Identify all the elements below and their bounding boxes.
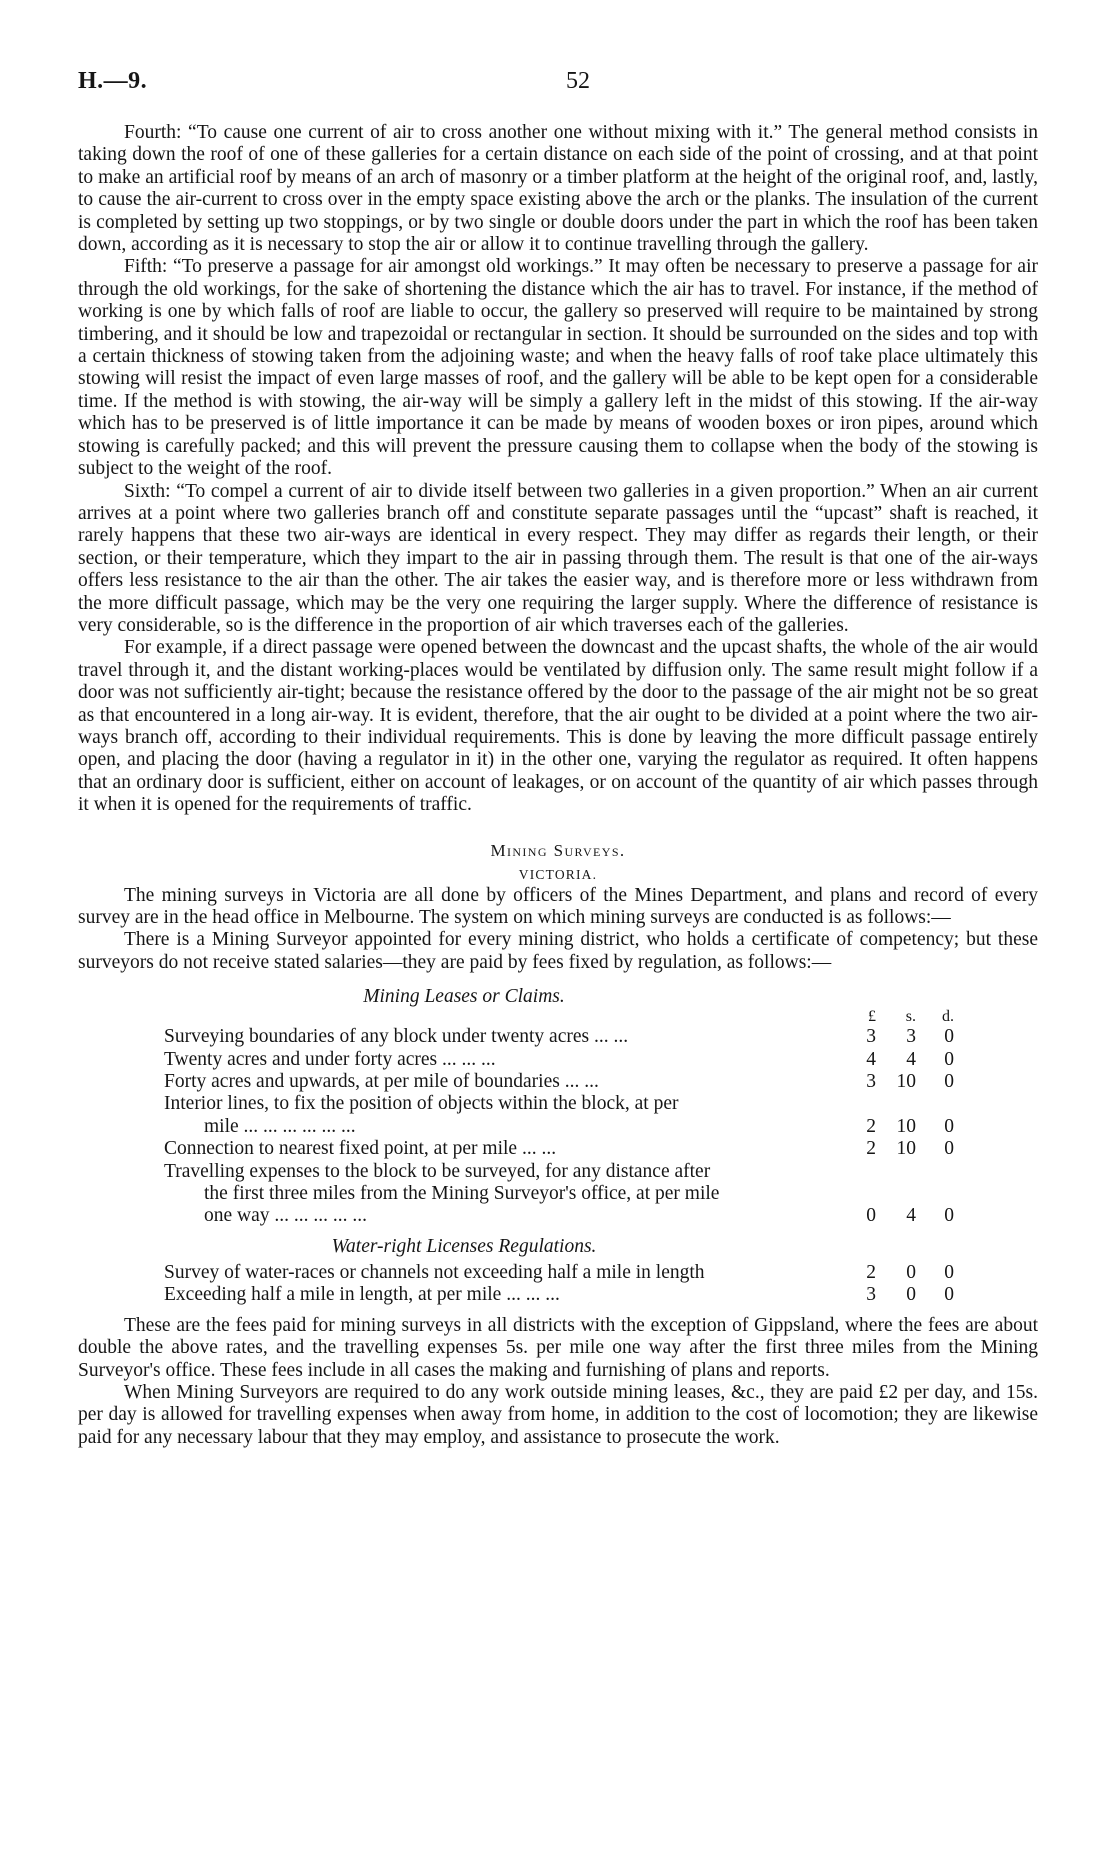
pence-value bbox=[916, 1183, 954, 1205]
page-body bbox=[78, 122, 1038, 1449]
shillings-value: 4 bbox=[906, 1048, 916, 1070]
fee-row bbox=[164, 1262, 1034, 1284]
pounds-value bbox=[854, 1183, 876, 1205]
fee-description bbox=[164, 1205, 854, 1227]
fee-schedule bbox=[164, 986, 1034, 1306]
pence-value: 0 bbox=[944, 1138, 954, 1160]
water-right-title: Water-right Licenses Regulations. bbox=[331, 1235, 597, 1257]
fee-description-text: Exceeding half a mile in length, at per mile bbox=[164, 1284, 502, 1306]
pounds-value: 4 bbox=[866, 1048, 876, 1070]
pence-value: 0 bbox=[944, 1026, 954, 1048]
paragraph-example: For example, if a direct passage were opened between the downcast and the upcast shafts, the whole of the air would travel through it, and the distant working-places would be ventilated by diffusion only. The same result might follow if a door was not sufficiently air-tight; because the resistance offered by the door to the passage of the air might not be so great as that encountered in a long air-way. It is evident, therefore, that the air ought to be divided at a point where the two air-ways branch off, according to their individual requirements. This is done by leaving the more difficult passage entirely open, and placing the door (having a regulator in it) in the other one, varying the regulator as required. It often happens that an ordinary door is sufficient, either on account of leakages, or on account of the quantity of air which passes through it when it is opened for the requirements of traffic. bbox=[78, 637, 1038, 816]
fee-description-text: Twenty acres and under forty acres bbox=[164, 1048, 438, 1070]
shillings-value: 0 bbox=[906, 1261, 916, 1283]
fee-amount bbox=[854, 1205, 964, 1227]
pounds-value: 3 bbox=[866, 1026, 876, 1048]
section-title: Mining Surveys. bbox=[490, 840, 626, 860]
fee-description bbox=[164, 1093, 854, 1115]
pounds-value: 3 bbox=[866, 1284, 876, 1306]
fee-description bbox=[164, 1026, 854, 1048]
fee-amount bbox=[854, 1071, 964, 1093]
fee-description-text: one way bbox=[204, 1205, 270, 1227]
document-reference: H.—9. bbox=[78, 68, 148, 94]
fee-row bbox=[164, 1284, 1034, 1306]
page-header bbox=[78, 68, 1038, 108]
shillings-value bbox=[876, 1161, 916, 1183]
fee-description-text: Connection to nearest fixed point, at per mile bbox=[164, 1138, 518, 1160]
pence-value: 0 bbox=[944, 1284, 954, 1306]
fee-description bbox=[164, 1284, 854, 1306]
pounds-value: 2 bbox=[866, 1138, 876, 1160]
fee-description bbox=[164, 1161, 854, 1183]
pounds-value: 2 bbox=[866, 1261, 876, 1283]
fee-description bbox=[164, 1049, 854, 1071]
shillings-value: 10 bbox=[896, 1138, 916, 1160]
pounds-value: 3 bbox=[866, 1071, 876, 1093]
pence-value: 0 bbox=[944, 1205, 954, 1227]
fee-description-text: the first three miles from the Mining Surveyor's office, at per mile bbox=[204, 1183, 720, 1205]
paragraph-gippsland: These are the fees paid for mining surveys in all districts with the exception of Gippsland, where the fees are about double the above rates, and the travelling expenses 5s. per mile one way after the first three miles from the Mining Surveyor's office. These fees include in all cases the making and furnishing of plans and reports. bbox=[78, 1314, 1038, 1381]
lease-fee-rows bbox=[164, 1026, 1034, 1228]
pence-value bbox=[916, 1161, 954, 1183]
pence-value: 0 bbox=[944, 1048, 954, 1070]
fee-row bbox=[164, 1205, 1034, 1227]
page-number: 52 bbox=[566, 68, 590, 94]
paragraph-fifth: Fifth: “To preserve a passage for air amongst old workings.” It may often be necessary to preserve a passage for air through the old workings, for the sake of shortening the distance which the air has to travel. For instance, if the method of working is one by which falls of roof are liable to occur, the gallery so preserved will require to be maintained by strong timbering, and it should be low and trapezoidal or rectangular in section. It should be surrounded on the sides and top with a certain thickness of stowing taken from the adjoining waste; and when the heavy falls of roof take place ultimately this stowing will resist the impact of even large masses of roof, and the gallery will be able to be kept open for a considerable time. If the method is with stowing, the air-way will be simply a gallery left in the midst of this stowing. If the air-way which has to be preserved is of little importance it can be made by means of wooden boxes or iron pipes, around which stowing is carefully packed; and this will prevent the pressure causing them to collapse when the body of the stowing is subject to the weight of the roof. bbox=[78, 256, 1038, 480]
shillings-value: 0 bbox=[906, 1284, 916, 1306]
fee-row bbox=[164, 1026, 1034, 1048]
leader-dots: ... ... bbox=[559, 1071, 599, 1093]
paragraph-surveys-intro: The mining surveys in Victoria are all done by officers of the Mines Department, and plans and record of every survey are in the head office in Melbourne. The system on which mining surveys are conducted is as follows:— bbox=[78, 884, 1038, 928]
leader-dots: ... ... ... ... ... bbox=[269, 1205, 368, 1227]
fee-description bbox=[164, 1116, 854, 1138]
fee-row bbox=[164, 1116, 1034, 1138]
fee-row bbox=[164, 1138, 1034, 1160]
pounds-value bbox=[854, 1093, 876, 1115]
fee-amount bbox=[854, 1183, 964, 1205]
fee-description-text: Travelling expenses to the block to be surveyed, for any distance after bbox=[164, 1160, 711, 1182]
shillings-header: s. bbox=[905, 1008, 916, 1026]
section-subtitle: VICTORIA. bbox=[518, 866, 598, 882]
fee-description-text: Surveying boundaries of any block under twenty acres bbox=[164, 1026, 590, 1048]
fee-amount bbox=[854, 1116, 964, 1138]
fee-amount bbox=[854, 1093, 964, 1115]
pence-header: d. bbox=[942, 1008, 954, 1026]
pounds-header: £ bbox=[868, 1008, 876, 1026]
fee-description-text: Forty acres and upwards, at per mile of boundaries bbox=[164, 1071, 560, 1093]
leader-dots: ... ... ... bbox=[501, 1284, 560, 1306]
pence-value bbox=[916, 1093, 954, 1115]
shillings-value bbox=[876, 1183, 916, 1205]
fee-description bbox=[164, 1138, 854, 1160]
paragraph-surveyor-fees: There is a Mining Surveyor appointed for every mining district, who holds a certificate of competency; but these surveyors do not receive stated salaries—they are paid by fees fixed by regulation, as follows:— bbox=[78, 929, 1038, 973]
fee-amount bbox=[854, 1262, 964, 1284]
shillings-value: 10 bbox=[896, 1071, 916, 1093]
fee-description bbox=[164, 1183, 854, 1205]
shillings-value bbox=[876, 1093, 916, 1115]
shillings-value: 4 bbox=[906, 1205, 916, 1227]
fee-amount bbox=[854, 1049, 964, 1071]
pence-value: 0 bbox=[944, 1261, 954, 1283]
fee-amount bbox=[854, 1026, 964, 1048]
fee-description-text: Interior lines, to fix the position of objects within the block, at per bbox=[164, 1093, 679, 1115]
pounds-value: 0 bbox=[866, 1205, 876, 1227]
pounds-value: 2 bbox=[866, 1115, 876, 1137]
fee-description bbox=[164, 1262, 854, 1284]
paragraph-sixth: Sixth: “To compel a current of air to divide itself between two galleries in a given proportion.” When an air current arrives at a point where two galleries branch off and constitute separate passages until the “upcast” shaft is reached, it rarely happens that these two air-ways are identical in every respect. They may differ as regards their length, or their section, or their temperature, which they impart to the air in passing through them. The result is that one of the air-ways offers less resistance to the air than the other. The air takes the easier way, and is therefore more or less withdrawn from the more difficult passage, which may be the very one requiring the larger supply. Where the difference of resistance is very considerable, so is the difference in the proportion of air which traverses each of the galleries. bbox=[78, 480, 1038, 636]
fee-description-text: mile bbox=[204, 1115, 239, 1137]
fee-schedule-title: Mining Leases or Claims. bbox=[363, 986, 565, 1008]
pence-value: 0 bbox=[944, 1115, 954, 1137]
leader-dots: ... ... bbox=[589, 1026, 629, 1048]
fee-amount bbox=[854, 1138, 964, 1160]
leader-dots: ... ... bbox=[517, 1138, 557, 1160]
water-fee-rows bbox=[164, 1262, 1034, 1307]
fee-amount bbox=[854, 1284, 964, 1306]
pounds-value bbox=[854, 1161, 876, 1183]
fee-row bbox=[164, 1183, 1034, 1205]
currency-column-headers bbox=[854, 1008, 964, 1026]
fee-row bbox=[164, 1049, 1034, 1071]
fee-amount bbox=[854, 1161, 964, 1183]
shillings-value: 10 bbox=[896, 1115, 916, 1137]
fee-row bbox=[164, 1161, 1034, 1183]
fee-row bbox=[164, 1093, 1034, 1115]
paragraph-fourth: Fourth: “To cause one current of air to cross another one without mixing with it.” The general method consists in taking down the roof of one of these galleries for a certain distance on each side of the point of crossing, and at that point to make an artificial roof by means of an arch of masonry or a timber platform at the height of the original roof, and, lastly, to cause the air-current to cross over in the empty space existing above the arch or the planks. The insulation of the current is completed by setting up two stoppings, or by two single or double doors under the part in which the roof has been taken down, according as it is necessary to stop the air or allow it to continue travelling through the gallery. bbox=[78, 122, 1038, 256]
fee-row bbox=[164, 1071, 1034, 1093]
leader-dots: ... ... ... ... ... ... bbox=[238, 1115, 356, 1137]
shillings-value: 3 bbox=[906, 1026, 916, 1048]
pence-value: 0 bbox=[944, 1071, 954, 1093]
fee-description bbox=[164, 1071, 854, 1093]
fee-description-text: Survey of water-races or channels not exceeding half a mile in length bbox=[164, 1261, 705, 1283]
leader-dots: ... ... ... bbox=[437, 1048, 496, 1070]
paragraph-outside-work: When Mining Surveyors are required to do any work outside mining leases, &c., they are paid £2 per day, and 15s. per day is allowed for travelling expenses when away from home, in addition to the cost of locomotion; they are likewise paid for any necessary labour that they may employ, and assistance to prosecute the work. bbox=[78, 1381, 1038, 1448]
